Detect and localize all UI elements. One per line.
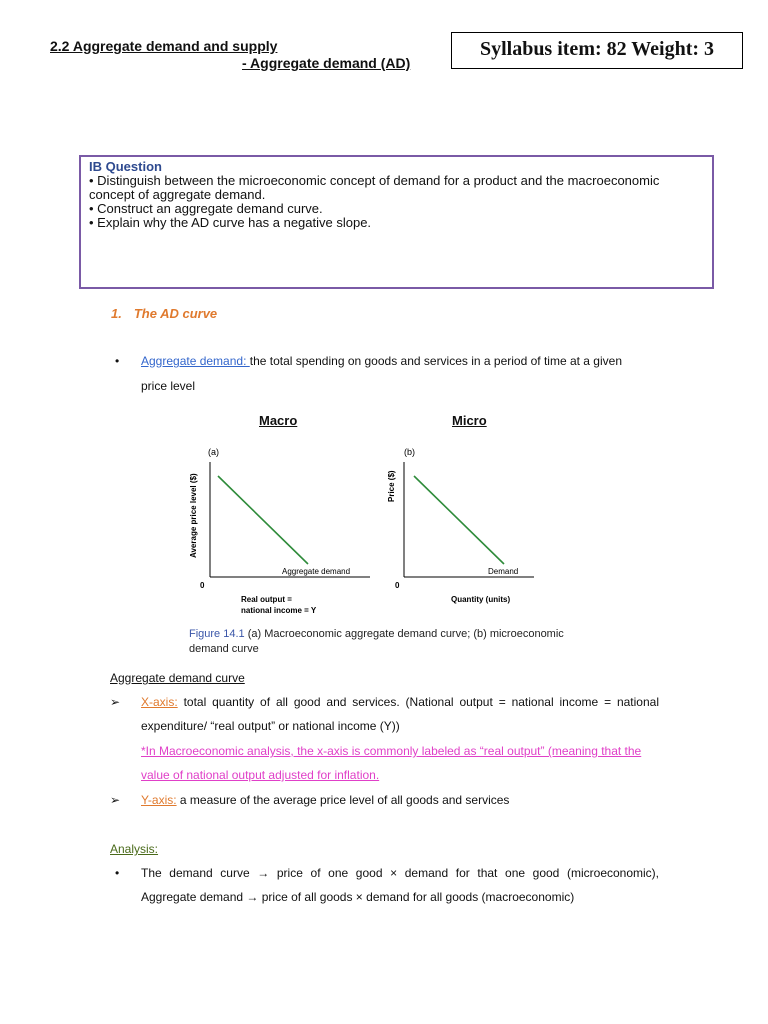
analysis-line-2: Aggregate demand → price of all goods × demand for all goods (macroeconomic): [141, 890, 575, 904]
definition-paragraph: [115, 349, 675, 373]
ib-question-item: • Explain why the AD curve has a negative slope.: [89, 215, 372, 230]
section-number: 1.: [111, 306, 122, 321]
definition-text: the total spending on goods and services in a period of time at a given: [249, 354, 622, 368]
ib-question-item: • Construct an aggregate demand curve.: [89, 201, 323, 216]
figure-caption-label: Figure 14.1: [189, 628, 245, 640]
panel-a-xlabel-line2: national income = Y: [241, 606, 317, 615]
bullet: •: [115, 354, 120, 368]
figure-caption: [189, 627, 589, 657]
section-title: The AD curve: [133, 306, 218, 321]
y-axis-paragraph: [141, 788, 659, 812]
panel-a-label: (a): [208, 447, 219, 457]
x-axis-term: X-axis:: [141, 695, 178, 709]
syllabus-box: Syllabus item: 82 Weight: 3: [451, 32, 743, 69]
aggregate-demand-curve: [218, 476, 308, 564]
x-axis-note: *In Macroeconomic analysis, the x-axis is commonly labeled as “real output” (meaning that the value of national output adjusted for inflation.: [141, 744, 642, 782]
panel-b-ylabel: Price ($): [387, 470, 396, 502]
panel-a-xlabel-line1: Real output =: [241, 595, 292, 604]
y-axis-arrow: ➢: [110, 793, 121, 807]
panel-b-curve-label: Demand: [488, 567, 519, 576]
panel-a-curve-label: Aggregate demand: [282, 567, 351, 576]
micro-heading: Micro: [452, 413, 487, 428]
ib-question-title: IB Question: [89, 159, 162, 174]
panel-b-origin: 0: [395, 581, 400, 590]
x-axis-text: total quantity of all good and services. (National output = national income = national expenditure/ “real output” or national income (Y)): [141, 695, 659, 733]
x-axis-arrow: ➢: [110, 695, 121, 709]
ib-question-box: [79, 155, 714, 289]
section-heading: [111, 306, 217, 321]
demand-curve: [414, 476, 504, 564]
ib-question-item: • Distinguish between the microeconomic concept of demand for a product and the macroeconomic concept of aggregate demand.: [89, 173, 660, 202]
ad-figure: [180, 440, 540, 620]
ad-curve-heading: Aggregate demand curve: [110, 671, 245, 685]
panel-b-xlabel: Quantity (units): [451, 595, 511, 604]
figure-caption-text: (a) Macroeconomic aggregate demand curve; (b) microeconomic demand curve: [189, 628, 564, 655]
analysis-bullet: •: [115, 866, 120, 880]
macro-heading: Macro: [259, 413, 298, 428]
panel-a-origin: 0: [200, 581, 205, 590]
x-axis-paragraph: [141, 690, 659, 738]
panel-b-label: (b): [404, 447, 415, 457]
y-axis-term: Y-axis:: [141, 793, 177, 807]
definition-term: Aggregate demand:: [141, 354, 250, 368]
definition-text-cont: price level: [141, 379, 196, 393]
analysis-line-1: The demand curve → price of one good × demand for that one good (microeconomic),: [141, 866, 659, 880]
y-axis-text: a measure of the average price level of all goods and services: [176, 793, 510, 807]
page-subtitle: - Aggregate demand (AD): [242, 55, 411, 71]
panel-a-ylabel: Average price level ($): [189, 473, 198, 558]
page-title: 2.2 Aggregate demand and supply: [50, 38, 278, 54]
analysis-heading: Analysis:: [110, 842, 159, 856]
